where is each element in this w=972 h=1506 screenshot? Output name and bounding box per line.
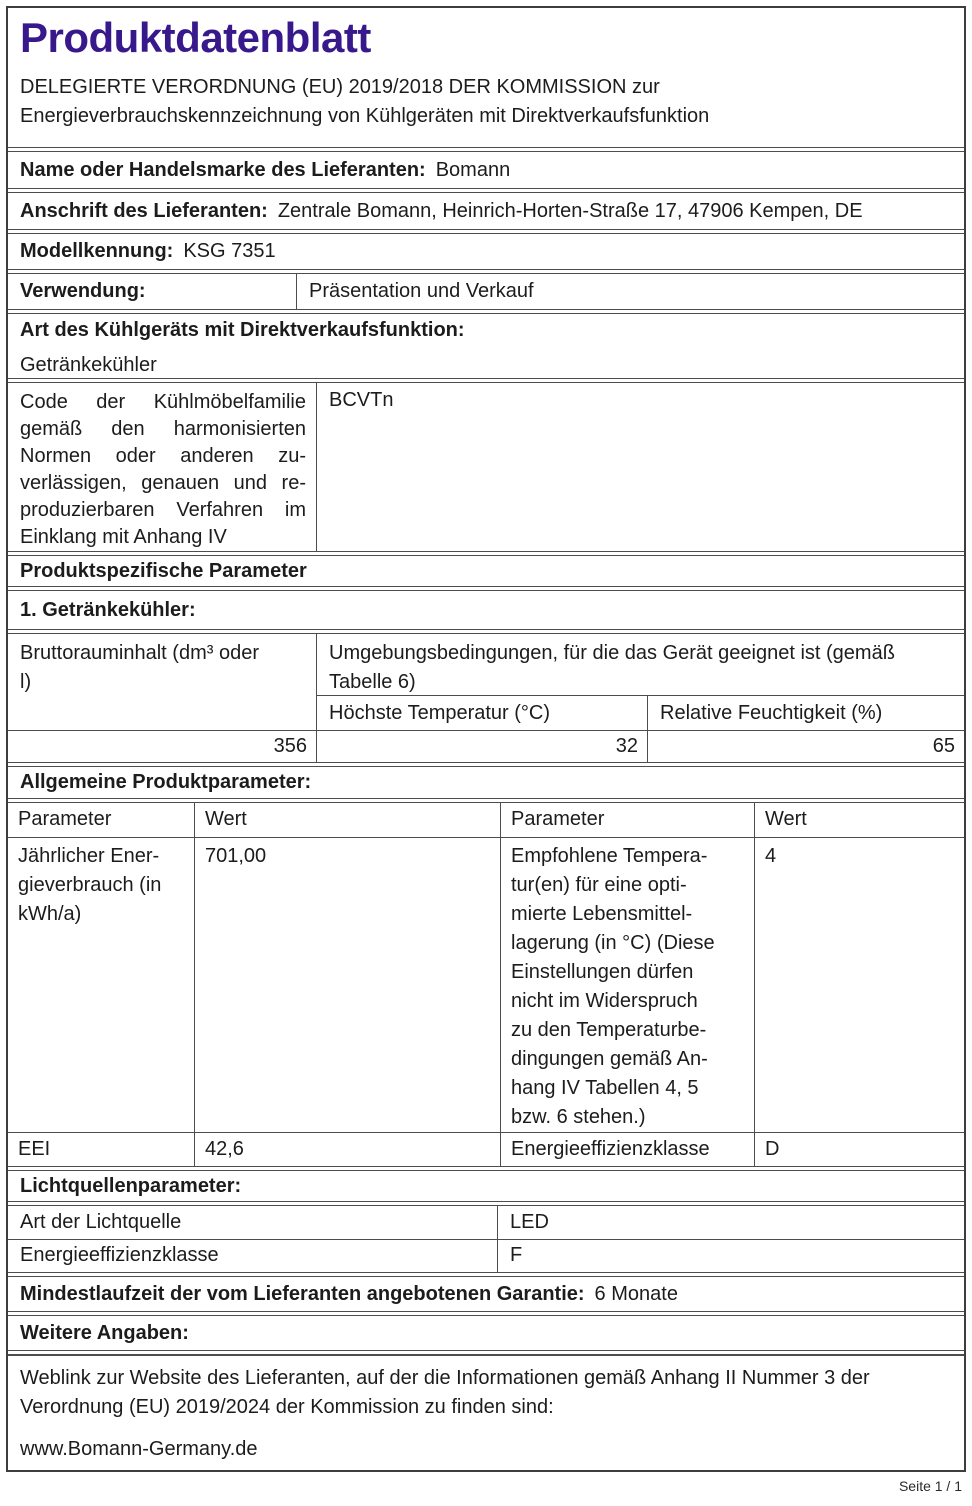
- supplier-name-value: Bomann: [435, 158, 511, 181]
- recommended-temp-label: Empfohlene Tempera- tur(en) für eine opti- mierte Lebensmittel- lagerung (in °C) (Diese Einstellungen dürfen nicht im Widerspruch zu den Temperaturbe- dingungen gemäß An- hang IV Tabellen 4, 5 bzw. 6 stehen.): [500, 838, 754, 1132]
- appliance-type-label: Art des Kühlgeräts mit Direktverkaufsfunktion:: [20, 319, 465, 341]
- usage-value: Präsentation und Verkauf: [296, 274, 964, 309]
- section-general-params: Allgemeine Produktparameter:: [8, 766, 964, 799]
- gross-volume-header: Bruttorauminhalt (dm³ oder l): [20, 642, 259, 693]
- ambient-conditions-header: Umgebungsbedingungen, für die das Gerät geeignet ist (gemäß Tabelle 6): [329, 642, 895, 693]
- light-source-type-label: Art der Lichtquelle: [20, 1210, 182, 1233]
- weblink-block: [8, 1354, 964, 1470]
- section-product-specific: Produktspezifische Parameter: [8, 555, 964, 587]
- model-value: KSG 7351: [183, 240, 276, 262]
- light-energy-class-row: [8, 1239, 964, 1273]
- supplier-name-label: Name oder Handelsmarke des Lieferanten:: [20, 158, 426, 181]
- family-code-label: Code der Kühlmöbelfamilie gemäß den harmonisierten Normen oder anderen zu- verlässigen, genauen und re- produzierbaren Verfahren im Einklang mit Anhang IV: [20, 391, 306, 548]
- supplier-address-label: Anschrift des Lieferanten:: [20, 199, 268, 222]
- light-source-type-row: [8, 1206, 964, 1239]
- recommended-temp-value: 4: [754, 838, 964, 1132]
- energy-class-value: D: [754, 1133, 964, 1167]
- weblink-text: Weblink zur Website des Lieferanten, auf der die Informationen gemäß Anhang II Nummer 3 der Verordnung (EU) 2019/2024 der Kommission zu finden sind:: [20, 1367, 870, 1418]
- model-row: [8, 233, 964, 270]
- section-additional-info: Weitere Angaben:: [8, 1315, 964, 1351]
- humidity-header: Relative Feuchtigkeit (%): [647, 696, 964, 730]
- usage-row: [8, 273, 964, 310]
- warranty-value: 6 Monate: [594, 1282, 678, 1305]
- warranty-label: Mindestlaufzeit der vom Lieferanten angebotenen Garantie:: [20, 1282, 585, 1305]
- col-header-parameter-2: Parameter: [500, 803, 754, 837]
- light-energy-class-label: Energieeffizienzklasse: [20, 1244, 219, 1267]
- supplier-address-value: Zentrale Bomann, Heinrich-Horten-Straße 17, 47906 Kempen, DE: [277, 199, 863, 222]
- max-temp-header: Höchste Temperatur (°C): [329, 701, 551, 724]
- col-header-parameter-1: Parameter: [18, 808, 112, 831]
- appliance-type-row: [8, 313, 964, 379]
- col-header-wert-2: Wert: [754, 803, 964, 837]
- col-header-wert-1: Wert: [194, 803, 500, 837]
- general-table-header: [8, 803, 964, 837]
- energy-class-label: Energieeffizienzklasse: [500, 1133, 754, 1167]
- section-beverage-cooler: 1. Getränkekühler:: [8, 590, 964, 630]
- eei-value: 42,6: [194, 1133, 500, 1167]
- annual-energy-label: Jährlicher Ener- gieverbrauch (in kWh/a): [18, 844, 162, 925]
- warranty-row: [8, 1276, 964, 1312]
- eei-row: [8, 1132, 964, 1167]
- general-params-table: [8, 802, 964, 1167]
- annual-energy-row: [8, 837, 964, 1132]
- header-block: [8, 8, 964, 148]
- family-code-row: [8, 382, 964, 552]
- eei-label: EEI: [18, 1137, 51, 1160]
- regulation-subtitle: DELEGIERTE VERORDNUNG (EU) 2019/2018 DER KOMMISSION zur Energieverbrauchskennzeichnung von Kühlgeräten mit Direktverkaufsfunktion: [20, 76, 710, 127]
- page-footer: Seite 1 / 1: [898, 1478, 962, 1494]
- gross-volume-value: 356: [273, 735, 307, 757]
- max-temp-value: 32: [316, 731, 647, 762]
- light-source-table: [8, 1205, 964, 1273]
- page-title: Produktdatenblatt: [20, 14, 371, 61]
- weblink-url: www.Bomann-Germany.de: [20, 1438, 258, 1460]
- datasheet: [6, 6, 966, 1472]
- light-source-type-value: LED: [497, 1206, 964, 1239]
- supplier-address-row: [8, 192, 964, 230]
- usage-label: Verwendung:: [20, 280, 146, 302]
- annual-energy-value: 701,00: [194, 838, 500, 1132]
- family-code-value: BCVTn: [316, 383, 964, 551]
- humidity-value: 65: [647, 731, 964, 762]
- appliance-type-value: Getränkekühler: [20, 354, 157, 376]
- beverage-table: [8, 633, 964, 763]
- section-light-source-params: Lichtquellenparameter:: [8, 1170, 964, 1202]
- model-label: Modellkennung:: [20, 240, 174, 262]
- light-energy-class-value: F: [497, 1240, 964, 1273]
- supplier-name-row: [8, 151, 964, 189]
